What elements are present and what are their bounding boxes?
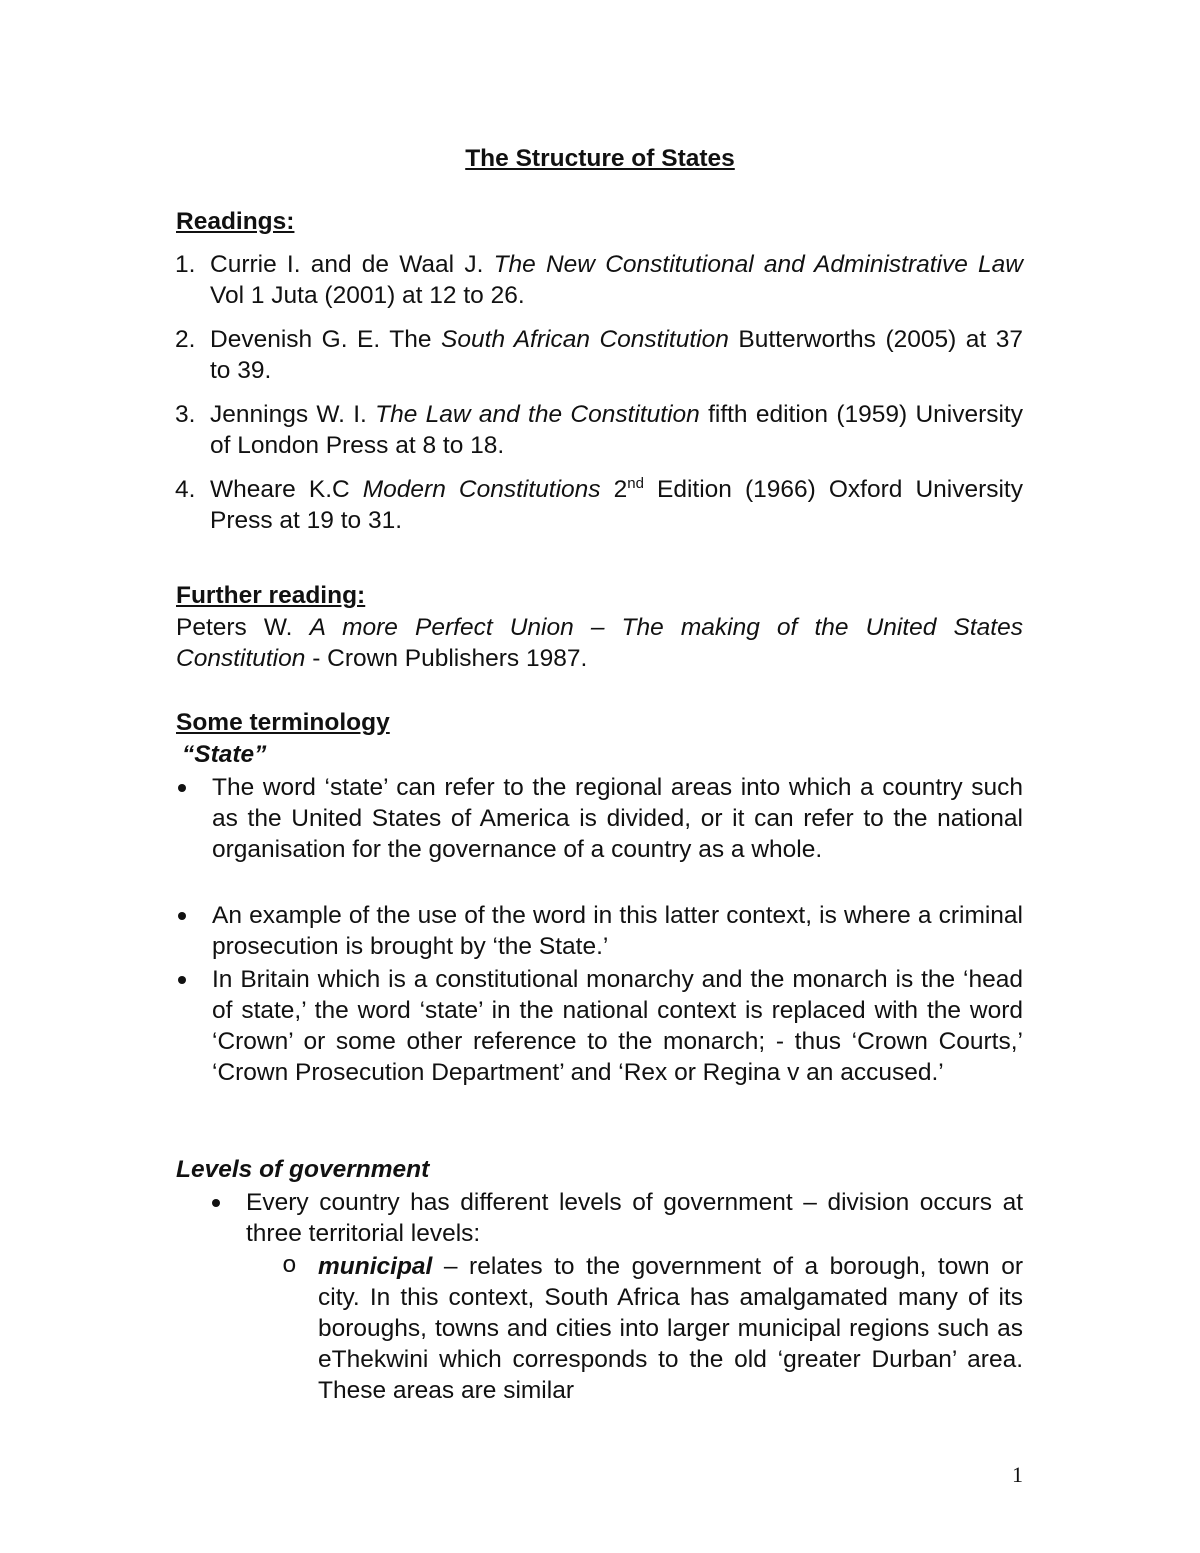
reading-item-4 xyxy=(175,474,1023,536)
term-bullet-1 xyxy=(212,772,1023,865)
reading-title: Modern Constitutions xyxy=(362,476,601,503)
bullet-text: An example of the use of the word in this latter context, is where a criminal prosecution is brought by ‘the State.’ xyxy=(212,902,1023,960)
edition-superscript: nd xyxy=(627,474,644,492)
levels-heading: Levels of government xyxy=(176,1156,430,1183)
reading-title: The New Constitutional and Administrative Law xyxy=(493,251,1023,278)
page-title: The Structure of States xyxy=(465,145,735,172)
reading-details: fifth edition (1959) University of London Press at 8 to 18. xyxy=(210,401,1023,459)
bullet-text: Every country has different levels of government – division occurs at three territorial levels: xyxy=(246,1189,1023,1247)
bullet-text: In Britain which is a constitutional monarchy and the monarch is the ‘head of state,’ the word ‘state’ in the national context is replaced with the word ‘Crown’ or some other reference to the monarch; - thus ‘Crown Courts,’ ‘Crown Prosecution Department’ and ‘Rex or Regina v an accused.’ xyxy=(212,966,1023,1086)
further-reading-entry xyxy=(176,612,1023,674)
reading-item-3 xyxy=(175,399,1023,461)
reading-number: 3. xyxy=(175,401,196,428)
terminology-heading: Some terminology xyxy=(176,709,390,736)
reading-details: Vol 1 Juta (2001) at 12 to 26. xyxy=(210,282,525,309)
reading-item-1 xyxy=(175,249,1023,311)
further-author: Peters W. xyxy=(176,614,310,641)
reading-author: Wheare K.C xyxy=(210,476,363,503)
reading-number: 2. xyxy=(175,326,196,353)
reading-number: 4. xyxy=(175,476,196,503)
further-reading-heading: Further reading: xyxy=(176,582,366,609)
municipal-subitem xyxy=(282,1251,1023,1406)
reading-details: Butterworths (2005) at 37 to 39. xyxy=(210,326,1023,384)
term-bullet-2 xyxy=(212,900,1023,962)
reading-author: Currie I. and de Waal J. xyxy=(210,251,494,278)
reading-number: 1. xyxy=(175,251,196,278)
reading-title: South African Constitution xyxy=(441,326,729,353)
sub-text: – relates to the government of a borough, town or city. In this context, South Africa has amalgamated many of its boroughs, towns and cities into larger municipal regions such as eThekwini which corresponds to the old ‘greater Durban’ area. These areas are similar xyxy=(318,1253,1023,1404)
bullet-text: The word ‘state’ can refer to the regional areas into which a country such as the United States of America is divided, or it can refer to the national organisation for the governance of a country as a whole. xyxy=(212,774,1023,863)
sub-bullet-icon: o xyxy=(282,1253,297,1280)
term-bullet-3 xyxy=(212,964,1023,1088)
reading-author: Jennings W. I. xyxy=(210,401,376,428)
page-number: 1 xyxy=(1012,1462,1023,1487)
reading-item-2 xyxy=(175,324,1023,386)
levels-bullet xyxy=(246,1187,1023,1249)
bullet-icon xyxy=(178,976,186,984)
bullet-icon xyxy=(212,1199,220,1207)
state-subheading: “State” xyxy=(182,741,267,768)
further-title: A more Perfect Union – The making of the United States Constitution xyxy=(176,614,1023,672)
readings-heading: Readings: xyxy=(176,208,295,235)
bullet-icon xyxy=(178,784,186,792)
reading-title: The Law and the Constitution xyxy=(375,401,700,428)
sub-term: municipal xyxy=(318,1253,433,1280)
reading-edition: 2 xyxy=(600,476,628,503)
bullet-icon xyxy=(178,912,186,920)
reading-details: Edition (1966) Oxford University Press at 19 to 31. xyxy=(210,476,1023,534)
further-details: - Crown Publishers 1987. xyxy=(305,645,588,672)
reading-author: Devenish G. E. The xyxy=(210,326,442,353)
